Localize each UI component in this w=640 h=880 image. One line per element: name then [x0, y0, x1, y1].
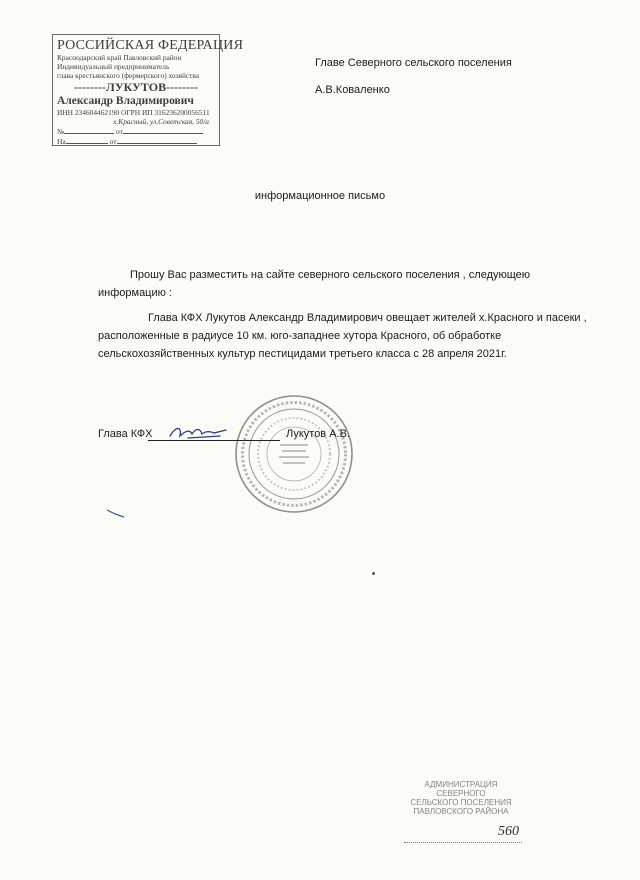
- reg-line-3: СЕЛЬСКОГО ПОСЕЛЕНИЯ: [410, 798, 512, 807]
- handwritten-signature: [168, 422, 230, 444]
- registration-number: 560: [498, 824, 519, 839]
- signature-label: Глава КФХ: [98, 428, 153, 440]
- enterprise-stamp: [52, 34, 244, 146]
- stamp-from-label-2: от: [109, 137, 117, 146]
- stamp-surname: --------ЛУКУТОВ--------: [73, 80, 199, 94]
- reg-line-2: СЕВЕРНОГО: [436, 789, 486, 798]
- body-line-1: Глава КФХ Лукутов Александр Владимирович овещает жителей х.Красного и пасеки ,: [148, 312, 587, 324]
- stamp-status: Индивидуальный предприниматель: [57, 62, 170, 71]
- body-line-3: сельскохозяйственных культур пестицидами третьего класса с 28 апреля 2021г.: [98, 348, 507, 360]
- reg-underline: [404, 842, 522, 843]
- stamp-from-label: от: [116, 127, 123, 136]
- signature-name: Лукутов А.В.: [286, 428, 350, 440]
- addressee-line-1: Главе Северного сельского поселения: [315, 57, 512, 69]
- stamp-country: РОССИЙСКАЯ ФЕДЕРАЦИЯ: [57, 38, 244, 53]
- stamp-on-label: На: [57, 137, 66, 146]
- addressee-line-2: А.В.Коваленко: [315, 84, 390, 96]
- stamp-reply-row: [57, 136, 215, 146]
- round-seal: [232, 392, 356, 516]
- stamp-number-row: [57, 126, 215, 136]
- stamp-ids: ИНН 234604462190 ОГРН ИП 316236200056511: [57, 108, 210, 117]
- reg-line-4: ПАВЛОВСКОГО РАЙОНА: [413, 807, 509, 816]
- document-title: информационное письмо: [254, 190, 386, 202]
- body-line-2: расположенные в радиусе 10 км. юго-западнее хутора Красного, об обработке: [98, 330, 502, 342]
- stamp-no-label: №: [57, 127, 65, 136]
- request-line-2: информацию :: [98, 287, 172, 299]
- stamp-address: х.Красный, ул.Советская, 50/а: [113, 117, 209, 126]
- reg-line-1: АДМИНИСТРАЦИЯ: [424, 780, 498, 789]
- stamp-region: Краснодарский край Павловский район: [57, 53, 182, 62]
- stray-dot: [372, 572, 375, 575]
- stray-pen-mark: [106, 508, 126, 518]
- stamp-position: глава крестьянского (фермерского) хозяйства: [57, 71, 200, 80]
- stamp-fullname: Александр Владимирович: [57, 95, 194, 107]
- request-line-1: Прошу Вас разместить на сайте северного сельского поселения , следующею: [130, 269, 531, 281]
